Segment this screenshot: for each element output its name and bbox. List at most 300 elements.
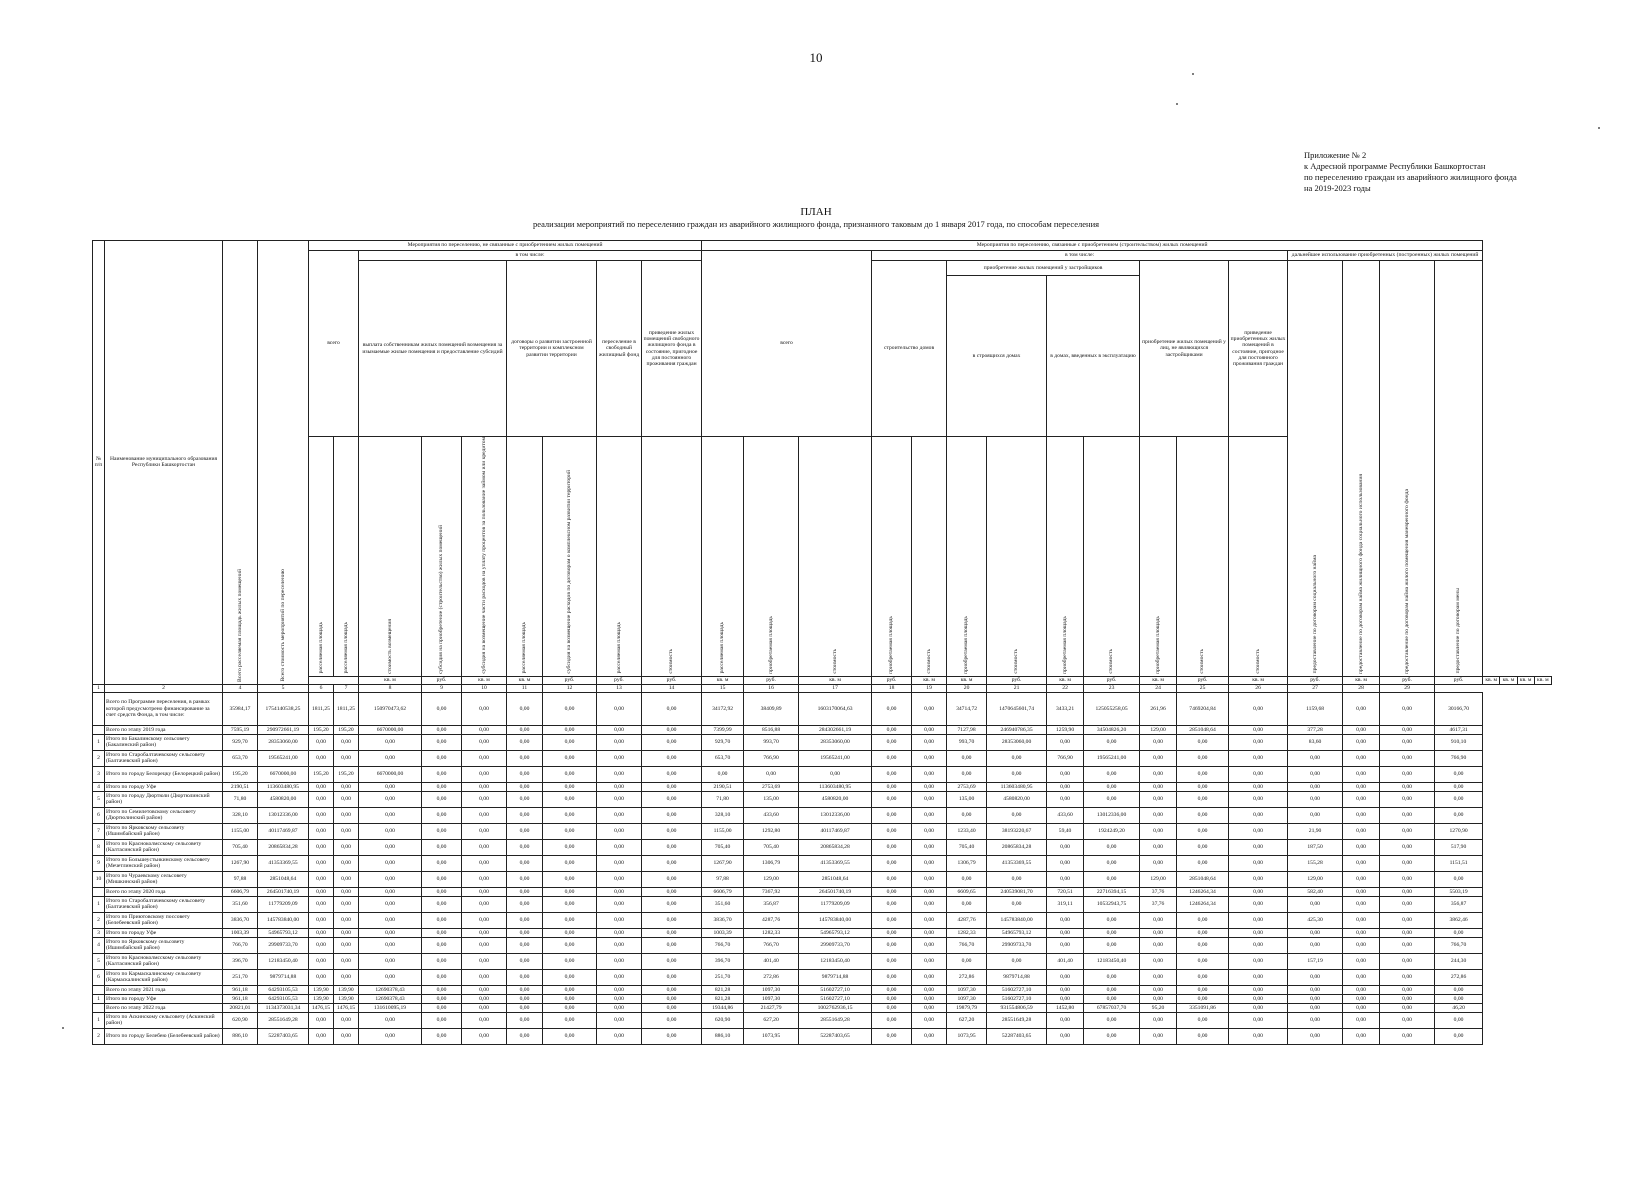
col21-header: приобретаемая площадь [1047, 437, 1084, 677]
value-cell: 4287,76 [947, 912, 987, 928]
value-cell: 251,70 [223, 969, 258, 985]
value-cell: 0,00 [1084, 969, 1140, 985]
value-cell: 131610095,19 [359, 1003, 422, 1012]
value-cell: 0,00 [1084, 855, 1140, 871]
value-cell: 0,00 [462, 928, 507, 937]
value-cell: 0,00 [1084, 791, 1140, 807]
value-cell: 0,00 [642, 896, 702, 912]
value-cell: 0,00 [1380, 750, 1435, 766]
value-cell: 7127,98 [947, 725, 987, 734]
value-cell: 0,00 [642, 871, 702, 887]
value-cell: 620,90 [702, 1012, 744, 1028]
value-cell: 4617,31 [1435, 725, 1483, 734]
value-cell: 0,00 [1288, 1012, 1343, 1028]
unit-cell: кв. м [702, 676, 744, 684]
value-cell: 0,00 [422, 823, 462, 839]
value-cell: 0,00 [359, 1012, 422, 1028]
value-cell: 0,00 [1140, 734, 1177, 750]
appendix-line: Приложение № 2 [1304, 150, 1367, 160]
value-cell: 433,60 [1047, 807, 1084, 823]
value-cell: 0,00 [309, 887, 334, 896]
value-cell: 0,00 [309, 823, 334, 839]
value-cell: 0,00 [912, 692, 947, 725]
value-cell: 0,00 [334, 928, 359, 937]
value-cell: 0,00 [1343, 937, 1380, 953]
unit-cell: кв. м [1483, 676, 1500, 684]
value-cell: 6609,65 [947, 887, 987, 896]
value-cell: 52287403,65 [987, 1028, 1047, 1044]
col6-header: расселяемая площадь [334, 437, 359, 677]
value-cell: 0,00 [309, 734, 334, 750]
value-cell: 240539081,70 [987, 887, 1047, 896]
value-cell: 0,00 [744, 766, 799, 782]
column-number-cell: 12 [543, 684, 597, 692]
value-cell: 0,00 [597, 725, 642, 734]
value-cell: 0,00 [872, 791, 912, 807]
value-cell: 38409,89 [744, 692, 799, 725]
value-cell: 139,90 [334, 994, 359, 1003]
value-cell: 0,00 [359, 871, 422, 887]
value-cell: 0,00 [507, 807, 543, 823]
value-cell: 401,40 [1047, 953, 1084, 969]
value-cell: 13012336,00 [258, 807, 309, 823]
value-cell: 21427,79 [744, 1003, 799, 1012]
value-cell: 0,00 [987, 750, 1047, 766]
column-number-cell: 4 [223, 684, 258, 692]
value-cell: 0,00 [422, 782, 462, 791]
value-cell: 0,00 [1229, 823, 1288, 839]
value-cell: 0,00 [1229, 725, 1288, 734]
value-cell: 0,00 [642, 734, 702, 750]
value-cell: 0,00 [422, 692, 462, 725]
value-cell: 37,76 [1140, 896, 1177, 912]
value-cell: 95,20 [1140, 1003, 1177, 1012]
value-cell: 0,00 [462, 766, 507, 782]
value-cell: 0,00 [543, 994, 597, 1003]
value-cell: 0,00 [597, 855, 642, 871]
row-name: Итого по Чураевскому сельсовету (Мишкинский район) [105, 871, 223, 887]
value-cell: 0,00 [334, 896, 359, 912]
value-cell: 0,00 [359, 823, 422, 839]
value-cell: 627,20 [947, 1012, 987, 1028]
value-cell: 0,00 [597, 782, 642, 791]
value-cell: 195,20 [334, 725, 359, 734]
value-cell: 0,00 [1177, 855, 1229, 871]
row-number: 10 [93, 871, 105, 887]
value-cell: 1246264,34 [1177, 896, 1229, 912]
table-row [93, 928, 1552, 937]
value-cell: 1470645601,74 [987, 692, 1047, 725]
row-number: 1 [93, 1012, 105, 1028]
value-cell: 0,00 [359, 855, 422, 871]
value-cell: 0,00 [597, 807, 642, 823]
value-cell: 0,00 [1229, 969, 1288, 985]
value-cell: 0,00 [1229, 1028, 1288, 1044]
row-name: Итого по Приютовскому поссовету (Белебеевский район) [105, 912, 223, 928]
value-cell: 0,00 [309, 896, 334, 912]
value-cell: 0,00 [1177, 994, 1229, 1003]
value-cell: 0,00 [543, 1028, 597, 1044]
value-cell: 6670000,00 [359, 766, 422, 782]
value-cell: 0,00 [987, 953, 1047, 969]
value-cell: 0,00 [462, 985, 507, 994]
value-cell: 1155,00 [702, 823, 744, 839]
value-cell: 0,00 [872, 823, 912, 839]
value-cell: 12690378,43 [359, 994, 422, 1003]
a-total-header: всего [309, 251, 359, 437]
table-row [93, 734, 1552, 750]
row-name: Итого по Бакалинскому сельсовету (Бакалинский район) [105, 734, 223, 750]
value-cell: 0,00 [1047, 766, 1084, 782]
value-cell: 0,00 [1084, 871, 1140, 887]
value-cell: 0,00 [1435, 928, 1483, 937]
value-cell: 0,00 [1177, 1028, 1229, 1044]
value-cell: 0,00 [422, 928, 462, 937]
b-commissioned-header: в домах, введенных в эксплуатацию [1047, 276, 1140, 437]
value-cell: 0,00 [543, 782, 597, 791]
column-number-cell: 8 [359, 684, 422, 692]
value-cell: 54965793,12 [987, 928, 1047, 937]
value-cell: 0,00 [462, 1012, 507, 1028]
value-cell: 0,00 [912, 969, 947, 985]
value-cell: 0,00 [1177, 807, 1229, 823]
value-cell: 0,00 [1343, 994, 1380, 1003]
value-cell: 5503,19 [1435, 887, 1483, 896]
value-cell: 113603480,95 [258, 782, 309, 791]
value-cell: 0,00 [543, 791, 597, 807]
value-cell: 9879714,88 [987, 969, 1047, 985]
value-cell: 20865834,28 [258, 839, 309, 855]
value-cell: 0,00 [1047, 871, 1084, 887]
column-number-cell: 19 [912, 684, 947, 692]
value-cell: 7595,19 [223, 725, 258, 734]
value-cell: 145783840,00 [799, 912, 872, 928]
value-cell: 0,00 [543, 1003, 597, 1012]
plan-table [92, 240, 1552, 1045]
value-cell: 0,00 [334, 791, 359, 807]
value-cell: 52287403,65 [258, 1028, 309, 1044]
table-row [93, 692, 1552, 725]
value-cell: 0,00 [309, 953, 334, 969]
value-cell: 284302661,19 [799, 725, 872, 734]
value-cell: 993,70 [947, 734, 987, 750]
column-number-cell: 5 [258, 684, 309, 692]
value-cell: 0,00 [334, 734, 359, 750]
row-name: Итого по Старобалтачевскому сельсовету (Балтачевский район) [105, 896, 223, 912]
value-cell: 0,00 [872, 953, 912, 969]
value-cell: 0,00 [642, 692, 702, 725]
col19-header: приобретаемая площадь [947, 437, 987, 677]
value-cell: 97,88 [223, 871, 258, 887]
value-cell: 7399,99 [702, 725, 744, 734]
value-cell: 1282,33 [744, 928, 799, 937]
value-cell: 0,00 [507, 928, 543, 937]
num-header: № п/п [93, 241, 105, 685]
value-cell: 0,00 [1177, 912, 1229, 928]
value-cell: 272,86 [744, 969, 799, 985]
value-cell: 1306,79 [744, 855, 799, 871]
row-name: Итого по Старобалтачевскому сельсовету (Балтачевский район) [105, 750, 223, 766]
value-cell: 0,00 [1288, 750, 1343, 766]
value-cell: 1097,30 [744, 994, 799, 1003]
value-cell: 40117469,87 [258, 823, 309, 839]
value-cell: 821,28 [702, 994, 744, 1003]
value-cell: 351,60 [223, 896, 258, 912]
value-cell: 0,00 [1288, 791, 1343, 807]
value-cell: 0,00 [543, 823, 597, 839]
value-cell: 19879,79 [947, 1003, 987, 1012]
value-cell: 19565241,00 [258, 750, 309, 766]
value-cell: 0,00 [912, 887, 947, 896]
value-cell: 0,00 [334, 1012, 359, 1028]
value-cell: 0,00 [1047, 791, 1084, 807]
unit-cell: кв. м [1047, 676, 1084, 684]
value-cell: 0,00 [1084, 782, 1140, 791]
value-cell: 195,20 [223, 766, 258, 782]
value-cell: 0,00 [597, 985, 642, 994]
value-cell: 1259,90 [1047, 725, 1084, 734]
value-cell: 582,40 [1288, 887, 1343, 896]
table-row [93, 807, 1552, 823]
value-cell: 517,90 [1435, 839, 1483, 855]
value-cell: 0,00 [1177, 937, 1229, 953]
value-cell: 0,00 [1343, 692, 1380, 725]
value-cell: 766,70 [223, 937, 258, 953]
value-cell: 0,00 [1343, 725, 1380, 734]
value-cell: 54965793,12 [799, 928, 872, 937]
value-cell: 0,00 [912, 928, 947, 937]
value-cell: 13012336,00 [1084, 807, 1140, 823]
value-cell: 0,00 [462, 807, 507, 823]
a-relocation-header: переселение в свободный жилищный фонд [597, 261, 642, 437]
value-cell: 0,00 [1343, 985, 1380, 994]
col15-header: приобретаемая площадь [744, 437, 799, 677]
value-cell: 0,00 [507, 692, 543, 725]
value-cell: 0,00 [1229, 750, 1288, 766]
value-cell: 0,00 [334, 750, 359, 766]
value-cell: 0,00 [462, 912, 507, 928]
fu-maneuver-header: предоставление по договорам найма жилого помещения маневренного фонда [1380, 261, 1435, 677]
value-cell: 0,00 [872, 750, 912, 766]
value-cell: 145783840,00 [258, 912, 309, 928]
value-cell: 0,00 [597, 1003, 642, 1012]
value-cell: 1002762936,15 [799, 1003, 872, 1012]
column-number-cell: 16 [744, 684, 799, 692]
col11-header: субсидия на возмещение расходов по договорам о комплексном развитии территорий [543, 437, 597, 677]
value-cell: 0,00 [1343, 1028, 1380, 1044]
value-cell: 0,00 [309, 937, 334, 953]
value-cell: 0,00 [1343, 734, 1380, 750]
value-cell: 0,00 [1047, 855, 1084, 871]
value-cell: 0,00 [1140, 928, 1177, 937]
value-cell: 0,00 [872, 782, 912, 791]
value-cell: 0,00 [1229, 766, 1288, 782]
table-row [93, 994, 1552, 1003]
value-cell: 328,10 [702, 807, 744, 823]
col18-header: стоимость [912, 437, 947, 677]
value-cell: 0,00 [422, 912, 462, 928]
b-incl-header: в том числе: [872, 251, 1288, 261]
value-cell: 0,00 [1380, 912, 1435, 928]
value-cell: 0,00 [642, 985, 702, 994]
value-cell: 0,00 [462, 937, 507, 953]
value-cell: 0,00 [1177, 734, 1229, 750]
column-number-cell: 25 [1177, 684, 1229, 692]
value-cell: 0,00 [507, 823, 543, 839]
value-cell: 0,00 [1047, 994, 1084, 1003]
value-cell: 0,00 [597, 896, 642, 912]
value-cell: 0,00 [334, 912, 359, 928]
value-cell: 0,00 [422, 725, 462, 734]
value-cell: 0,00 [1084, 1028, 1140, 1044]
row-number: 7 [93, 823, 105, 839]
value-cell: 1476,15 [334, 1003, 359, 1012]
value-cell: 766,90 [1047, 750, 1084, 766]
value-cell: 40117469,87 [799, 823, 872, 839]
row-name: Всего по этапу 2022 года [105, 1003, 223, 1012]
value-cell: 0,00 [1229, 807, 1288, 823]
value-cell: 0,00 [1177, 791, 1229, 807]
value-cell: 0,00 [1140, 807, 1177, 823]
value-cell: 0,00 [1343, 887, 1380, 896]
value-cell: 0,00 [309, 912, 334, 928]
column-number-row [93, 684, 1552, 692]
value-cell: 0,00 [507, 782, 543, 791]
value-cell: 0,00 [1380, 1028, 1435, 1044]
value-cell: 0,00 [1343, 896, 1380, 912]
value-cell: 0,00 [543, 839, 597, 855]
column-number-cell: 22 [1047, 684, 1084, 692]
value-cell: 0,00 [1229, 985, 1288, 994]
value-cell: 21,90 [1288, 823, 1343, 839]
value-cell: 0,00 [422, 855, 462, 871]
value-cell: 0,00 [987, 871, 1047, 887]
value-cell: 0,00 [1343, 791, 1380, 807]
b-acquisition-header: приобретение жилых помещений у застройщиков [947, 261, 1140, 276]
value-cell: 0,00 [1380, 734, 1435, 750]
value-cell: 244,30 [1435, 953, 1483, 969]
value-cell: 51602727,10 [799, 985, 872, 994]
row-number: 1 [93, 896, 105, 912]
value-cell: 0,00 [1380, 766, 1435, 782]
value-cell: 351,60 [702, 896, 744, 912]
value-cell: 52287403,65 [799, 1028, 872, 1044]
value-cell: 71,80 [702, 791, 744, 807]
row-number [93, 1003, 105, 1012]
value-cell: 0,00 [543, 912, 597, 928]
unit-cell: кв. м [1517, 676, 1534, 684]
value-cell: 0,00 [1229, 734, 1288, 750]
value-cell: 0,00 [642, 969, 702, 985]
fu-social-header: предоставление по договорам социального найма [1288, 261, 1343, 677]
value-cell: 0,00 [597, 1028, 642, 1044]
value-cell: 931554806,59 [987, 1003, 1047, 1012]
value-cell: 0,00 [1177, 766, 1229, 782]
col20-header: стоимость [987, 437, 1047, 677]
value-cell: 8516,88 [744, 725, 799, 734]
value-cell: 0,00 [872, 994, 912, 1003]
value-cell: 961,18 [223, 985, 258, 994]
row-number: 4 [93, 782, 105, 791]
value-cell: 0,00 [334, 1028, 359, 1044]
table-row [93, 839, 1552, 855]
value-cell: 0,00 [334, 871, 359, 887]
value-cell: 0,00 [422, 839, 462, 855]
value-cell: 0,00 [1084, 994, 1140, 1003]
scan-speck [1192, 73, 1194, 75]
col10-header: расселяемая площадь [507, 437, 543, 677]
value-cell: 766,70 [947, 937, 987, 953]
value-cell: 0,00 [912, 1028, 947, 1044]
value-cell: 30166,70 [1435, 692, 1483, 725]
value-cell: 0,00 [309, 855, 334, 871]
value-cell: 0,00 [872, 985, 912, 994]
value-cell: 129,00 [1140, 725, 1177, 734]
value-cell: 0,00 [462, 855, 507, 871]
value-cell: 0,00 [1229, 855, 1288, 871]
value-cell: 0,00 [507, 912, 543, 928]
value-cell: 0,00 [912, 855, 947, 871]
value-cell: 64293105,53 [258, 994, 309, 1003]
value-cell: 34504826,20 [1084, 725, 1140, 734]
table-row [93, 1003, 1552, 1012]
value-cell: 0,00 [1047, 1028, 1084, 1044]
column-number-cell: 15 [702, 684, 744, 692]
value-cell: 0,00 [872, 1003, 912, 1012]
value-cell: 0,00 [1288, 1003, 1343, 1012]
col16-header: стоимость [799, 437, 872, 677]
row-number: 8 [93, 839, 105, 855]
value-cell: 0,00 [872, 928, 912, 937]
value-cell: 0,00 [642, 750, 702, 766]
value-cell: 0,00 [1435, 985, 1483, 994]
value-cell: 0,00 [309, 871, 334, 887]
row-number: 5 [93, 953, 105, 969]
value-cell: 0,00 [1380, 725, 1435, 734]
row-name: Итого по Красноколмсскому сельсовету (Калтасинский район) [105, 953, 223, 969]
value-cell: 2190,51 [702, 782, 744, 791]
value-cell: 113603480,95 [987, 782, 1047, 791]
value-cell: 1073,95 [947, 1028, 987, 1044]
value-cell: 0,00 [1140, 985, 1177, 994]
value-cell: 0,00 [912, 750, 947, 766]
value-cell: 0,00 [507, 887, 543, 896]
row-number: 1 [93, 994, 105, 1003]
table-row [93, 912, 1552, 928]
value-cell: 0,00 [912, 871, 947, 887]
value-cell: 0,00 [1177, 1012, 1229, 1028]
value-cell: 0,00 [543, 855, 597, 871]
table-row [93, 750, 1552, 766]
value-cell: 28353060,00 [799, 734, 872, 750]
value-cell: 0,00 [1380, 871, 1435, 887]
value-cell: 3836,70 [702, 912, 744, 928]
value-cell: 1097,30 [947, 994, 987, 1003]
value-cell: 0,00 [642, 928, 702, 937]
value-cell: 0,00 [1047, 1012, 1084, 1028]
value-cell: 0,00 [1229, 692, 1288, 725]
value-cell: 0,00 [947, 953, 987, 969]
value-cell: 0,00 [1229, 896, 1288, 912]
value-cell: 1603170064,63 [799, 692, 872, 725]
value-cell: 0,00 [1288, 928, 1343, 937]
value-cell: 0,00 [334, 953, 359, 969]
value-cell: 0,00 [422, 807, 462, 823]
value-cell: 0,00 [334, 839, 359, 855]
value-cell: 0,00 [422, 896, 462, 912]
value-cell: 766,70 [744, 937, 799, 953]
value-cell: 0,00 [334, 937, 359, 953]
